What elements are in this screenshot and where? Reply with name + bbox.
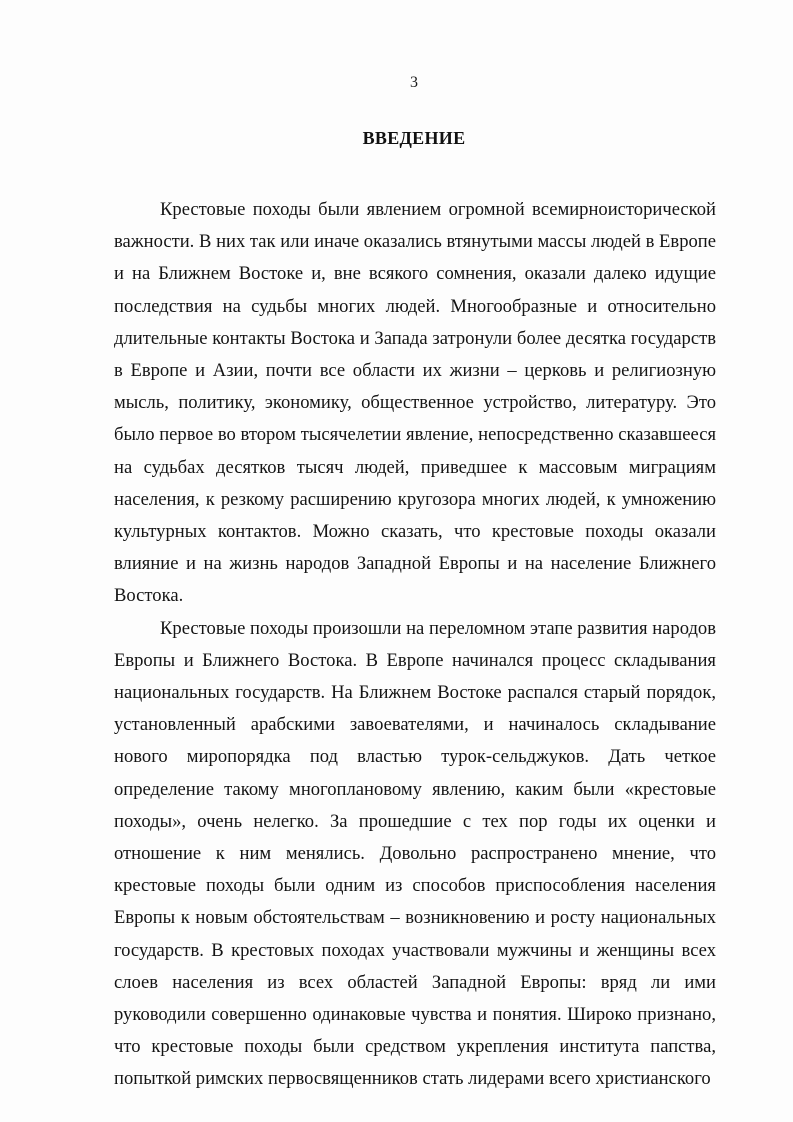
body-text	[114, 194, 716, 1096]
paragraph-1: Крестовые походы были явлением огромной всемирноисторической важности. В них так или иначе оказались втянутыми массы людей в Европе и на Ближнем Востоке и, вне всякого сомнения, оказали далеко идущие последствия на судьбы многих людей. Многообразные и относительно длительные контакты Востока и Запада затронули более десятка государств в Европе и Азии, почти все области их жизни – церковь и религиозную мысль, политику, экономику, общественное устройство, литературу. Это было первое во втором тысячелетии явление, непосредственно сказавшееся на судьбах десятков тысяч людей, приведшее к массовым миграциям населения, к резкому расширению кругозора многих людей, к умножению культурных контактов. Можно сказать, что крестовые походы оказали влияние и на жизнь народов Западной Европы и на население Ближнего Востока.	[114, 199, 716, 607]
page-title: ВВЕДЕНИЕ	[362, 128, 466, 148]
paragraph-2: Крестовые походы произошли на переломном этапе развития народов Европы и Ближнего Востока. В Европе начинался процесс складывания национальных государств. На Ближнем Востоке распался старый порядок, установленный арабскими завоевателями, и начиналось складывание нового миропорядка под властью турок-сельджуков. Дать четкое определение такому многоплановому явлению, каким были «крестовые походы», очень нелегко. За прошедшие с тех пор годы их оценки и отношение к ним менялись. Довольно распространено мнение, что крестовые походы были одним из способов приспособления населения Европы к новым обстоятельствам – возникновению и росту национальных государств. В крестовых походах участвовали мужчины и женщины всех слоев населения из всех областей Западной Европы: вряд ли ими руководили совершенно одинаковые чувства и понятия. Широко признано, что крестовые походы были средством укрепления института папства, попыткой римских первосвященников стать лидерами всего христианского	[114, 617, 716, 1090]
page-number: 3	[410, 74, 418, 91]
